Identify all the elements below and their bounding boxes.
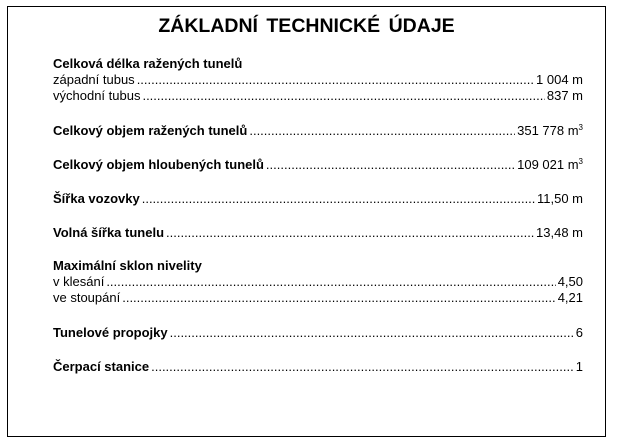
document-frame — [7, 6, 606, 437]
spec-row-west-tube — [53, 72, 583, 88]
section-volume-mined — [53, 123, 583, 139]
spec-label: Čerpací stanice — [53, 359, 150, 374]
leader-dots — [137, 72, 534, 88]
spec-value: 6 — [575, 325, 583, 340]
spec-value: 4,50 — [557, 274, 583, 289]
spec-value: 4,21 — [557, 290, 583, 305]
spec-value: 1 004 m — [536, 72, 583, 87]
spec-label: Tunelové propojky — [53, 325, 168, 340]
spec-value: 351 778 $m^3$ — [517, 123, 583, 138]
spec-label: východní tubus — [53, 88, 141, 103]
spec-value: 11,50 m — [536, 191, 583, 206]
spec-row-east-tube — [53, 88, 583, 104]
leader-dots — [170, 325, 574, 341]
spec-row-descent — [53, 274, 583, 290]
spec-label: Šířka vozovky — [53, 191, 140, 206]
spec-row-ascent — [53, 290, 583, 306]
section-heading: Celková délka ražených tunelů — [53, 56, 243, 71]
spec-label: ve stoupání — [53, 290, 121, 305]
spec-label: Celkový objem hloubených tunelů — [53, 157, 264, 172]
section-heading: Maximální sklon nivelity — [53, 258, 202, 273]
section-pump-station — [53, 359, 583, 375]
spec-value: 109 021 $m^3$ — [517, 157, 583, 172]
spec-value: 837 m — [546, 88, 583, 103]
spec-value: 13,48 m — [536, 225, 583, 240]
spec-label: Celkový objem ražených tunelů — [53, 123, 248, 138]
leader-dots — [249, 123, 515, 139]
spec-label: Volná šířka tunelu — [53, 225, 165, 240]
spec-label: západní tubus — [53, 72, 135, 87]
leader-dots — [142, 191, 535, 207]
section-max-slope — [53, 258, 583, 306]
leader-dots — [106, 274, 555, 290]
leader-dots — [266, 157, 515, 173]
spec-label: v klesání — [53, 274, 105, 289]
section-tunnel-length — [53, 56, 583, 104]
section-volume-cut — [53, 157, 583, 173]
leader-dots — [151, 359, 574, 375]
section-road-width — [53, 191, 583, 207]
document-title: ZÁKLADNÍ TECHNICKÉ ÚDAJE — [158, 15, 455, 37]
spec-value: 1 — [575, 359, 583, 374]
leader-dots — [166, 225, 534, 241]
section-clear-width — [53, 225, 583, 241]
leader-dots — [122, 290, 555, 306]
leader-dots — [142, 88, 544, 104]
section-connections — [53, 325, 583, 341]
